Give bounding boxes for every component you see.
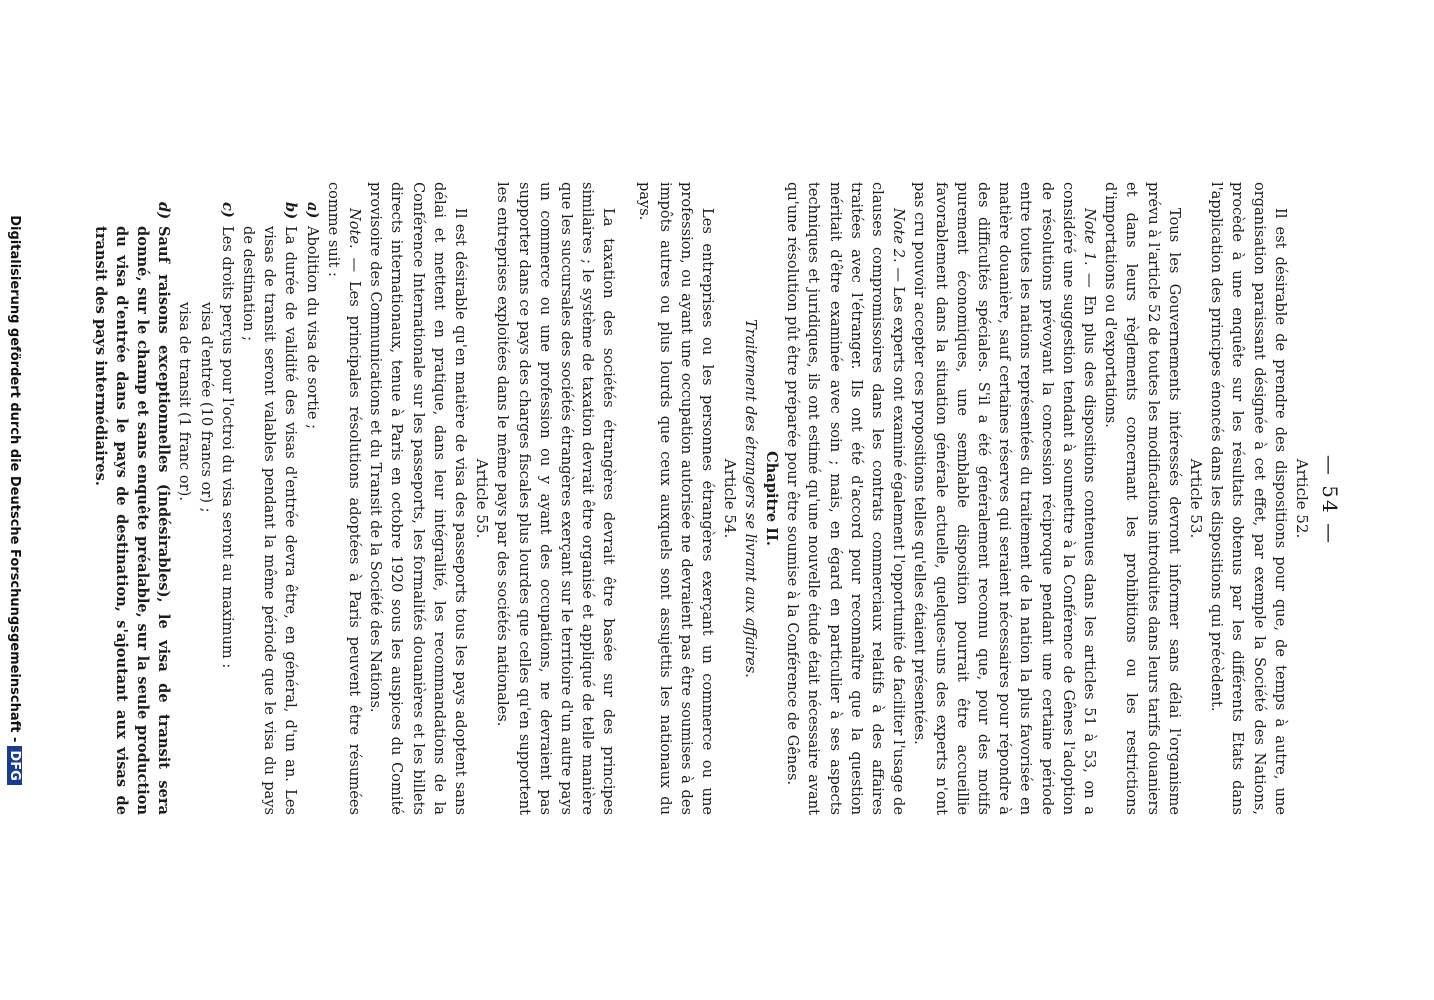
fees-sublist [174, 226, 216, 815]
article-55-note-text: — Les principales résolutions adoptées à Paris peuvent être résumées comme suit : [324, 182, 364, 815]
list-item: a) Abolition du visa de sortie ; [303, 202, 321, 430]
sublist-item: visa d'entrée (10 francs or) ; [197, 302, 215, 513]
article-55-title: Article 55. [473, 458, 492, 539]
note-1-text: — En plus des dispositions contenues dans les articles 51 à 53, on a considéré une suggestion tendant à soumettre à la Conférence de Gênes l'adoption de résolutions prévoyant la concession réciproque pendant une certaine période entre toutes les nations représentées du traitement de la nation la plus favorisée en matière douanière, sauf certaines réserves qui seraient nécessaires pour répondre à des difficultés spéciales. S'il a été généralement reconnu que, pour des motifs purement économiques, une semblable disposition pourrait être accueillie favorablement dans la situation générale actuelle, quelques-uns des experts n'ont pas cru pouvoir accepter ces propositions telles qu'elles étaient présentées. [911, 182, 1098, 815]
page-content [89, 182, 1312, 815]
article-55-note [323, 182, 365, 815]
note-2-label: Note 2. [890, 208, 908, 263]
article-53-title: Article 53. [1186, 458, 1205, 539]
chapter-title: Chapitre II. [762, 451, 780, 546]
note-1 [909, 182, 1100, 815]
digitization-stamp [7, 0, 22, 1000]
note-1-label: Note 1. [1080, 208, 1098, 266]
note-2-text: — Les experts ont examiné également l'opportunité de faciliter l'usage de clauses compromissoires dans les contrats commerciaux relatifs à des affaires traitées avec l'étranger. Ils ont été d'accord pour reconnaître que la question méritait d'être examinée avec soin ; mais, en égard en particulier à ses aspects techniques et juridiques, ils ont estimé qu'une nouvelle étude était nécessaire avant qu'une résolution pût être préparée pour être soumise à la Conférence de Gênes. [784, 182, 908, 815]
article-54-paragraph-2: La taxation des sociétés étrangères devrait être basée sur des principes similaires ; le système de taxation devrait être organisé et appliqué de telle manière que les succursales des sociétés étrangères exerçant sur le territoire d'un autre pays un commerce ou une profession ou y ayant des occupations, ne devraient pas supporter dans ce pays des charges fiscales plus lourdes que celles qu'en supportent les entreprises exploitées dans le même pays par des sociétés nationales. [494, 182, 618, 815]
article-55-paragraph-1: Il est désirable qu'en matière de visa des passeports tous les pays adoptent sans délai et mettent en pratique, dans leur intégralité, les recommandations de la Conférence Internationale sur les passeports, les formalités douanières et les billets directs internationaux, tenue à Paris en octobre 1920 sous les auspices du Comité provisoire des Communications et du Transit de la Société des Nations. [367, 182, 470, 815]
article-53-text: Tous les Gouvernements intéressés devront informer sans délai l'organisme prévu à l'article 52 de toutes les modifications introduites dans leurs tarifs douaniers et dans leurs règlements concernant les prohibitions ou les restrictions d'importations ou d'exportations. [1102, 182, 1183, 815]
list-item: b) La durée de validité des visas d'entrée devra être, en général, d'un an. Les visas de transit seront valables pendant la même période que le visa du pays de destination ; [240, 202, 300, 815]
article-54-title: Article 54. [720, 458, 739, 539]
chapter-subtitle: Traitement des étrangers se livrant aux affaires. [741, 319, 759, 678]
article-52-title: Article 52. [1293, 458, 1311, 539]
article-52-text: Il est désirable de prendre des dispositions pour que, de temps à autre, une organisation paraissant désignée à cet effet, par exemple la Société des Nations, procède à une enquête sur les résultats obtenus par les différents Etats dans l'application des principes énoncés dans les dispositions qui précèdent. [1208, 182, 1289, 815]
list-item: c) Les droits perçus pour l'octroi du visa seront au maximum : visa d'entrée (10 francs or) ; visa de transit (1 franc or). [174, 182, 238, 815]
sublist-item: visa de transit (1 franc or). [176, 302, 194, 501]
dfg-logo: DFG [7, 746, 22, 784]
page-number: — 54 — [1318, 454, 1342, 546]
stamp-text: Digitalisierung gefördert durch die Deutsche Forschungsgemeinschaft - [7, 215, 22, 743]
visa-resolutions-list [89, 182, 322, 815]
article-54-paragraph-1: Les entreprises ou les personnes étrangères exerçant un commerce ou une profession, ou ayant une occupation autorisée ne devraient pas être soumises à des impôts autres ou plus lourds que ceux auxquels sont assujettis les nationaux du pays. [635, 182, 717, 815]
article-55-note-label: Note. [346, 208, 364, 249]
list-item: d) Sauf raisons exceptionnelles (indésirables), le visa de transit sera donné, sur le champ et sans enquête préalable, sur la seule production du visa d'entrée dans le pays de destination, s'ajoutant aux visas de transit des pays intermédiaires. [91, 202, 173, 815]
note-2 [782, 182, 909, 815]
